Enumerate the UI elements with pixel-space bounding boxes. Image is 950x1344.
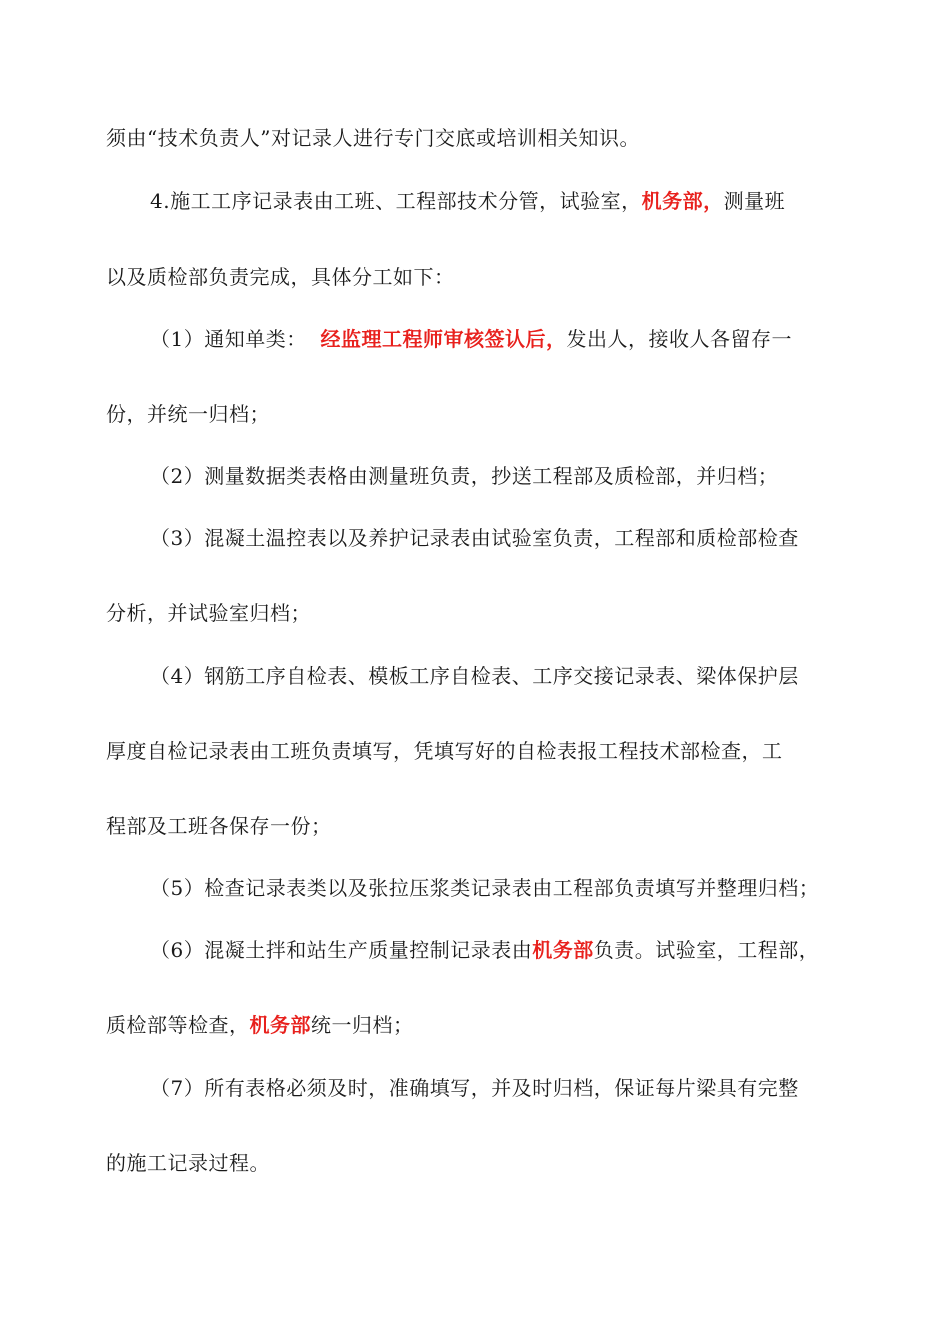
text-segment: （4）钢筋工序自检表、模板工序自检表、工序交接记录表、梁体保护层 — [150, 664, 799, 688]
paragraph-line-15 — [150, 1074, 799, 1102]
text-segment: 份，并统一归档； — [106, 402, 270, 426]
paragraph-line-4 — [150, 325, 792, 353]
paragraph-line-3 — [106, 263, 455, 291]
text-segment: （7）所有表格必须及时，准确填写，并及时归档，保证每片梁具有完整 — [150, 1076, 799, 1100]
text-segment: 以及质检部负责完成，具体分工如下： — [106, 265, 455, 289]
highlight-machinery-dept: 机务部 — [532, 938, 594, 962]
text-segment: 分析，并试验室归档； — [106, 601, 311, 625]
text-segment: 的施工记录过程。 — [106, 1151, 270, 1175]
paragraph-line-5 — [106, 400, 270, 428]
paragraph-line-14 — [106, 1011, 414, 1039]
text-segment: （1）通知单类： — [150, 327, 321, 351]
text-segment: 测量班 — [723, 189, 786, 213]
paragraph-line-1 — [106, 124, 640, 152]
paragraph-line-9 — [150, 662, 799, 690]
text-segment: 负责。试验室，工程部， — [593, 938, 820, 962]
paragraph-line-8 — [106, 599, 311, 627]
paragraph-line-10 — [106, 737, 783, 765]
text-segment: （5）检查记录表类以及张拉压浆类记录表由工程部负责填写并整理归档； — [150, 876, 820, 900]
text-segment: （3）混凝土温控表以及养护记录表由试验室负责，工程部和质检部检查 — [150, 526, 799, 550]
highlight-machinery-dept: 机务部， — [641, 189, 724, 213]
text-segment: 质检部等检查， — [106, 1013, 250, 1037]
highlight-supervisor-approval: 经监理工程师审核签认后， — [320, 327, 567, 351]
paragraph-line-2 — [150, 187, 785, 215]
paragraph-line-6 — [150, 462, 778, 490]
paragraph-line-12 — [150, 874, 819, 902]
paragraph-line-16 — [106, 1149, 270, 1177]
text-segment: （6）混凝土拌和站生产质量控制记录表由 — [150, 938, 533, 962]
text-segment: 须由“技术负责人”对记录人进行专门交底或培训相关知识。 — [106, 126, 640, 150]
highlight-machinery-dept: 机务部 — [249, 1013, 311, 1037]
text-segment: 厚度自检记录表由工班负责填写，凭填写好的自检表报工程技术部检查，工 — [106, 739, 783, 763]
text-segment: 4.施工工序记录表由工班、工程部技术分管，试验室， — [150, 189, 642, 213]
paragraph-line-13 — [150, 936, 819, 964]
paragraph-line-7 — [150, 524, 799, 552]
text-segment: （2）测量数据类表格由测量班负责，抄送工程部及质检部，并归档； — [150, 464, 779, 488]
text-segment: 发出人，接收人各留存一 — [566, 327, 792, 351]
paragraph-line-11 — [106, 812, 332, 840]
text-segment: 程部及工班各保存一份； — [106, 814, 332, 838]
text-segment: 统一归档； — [311, 1013, 414, 1037]
